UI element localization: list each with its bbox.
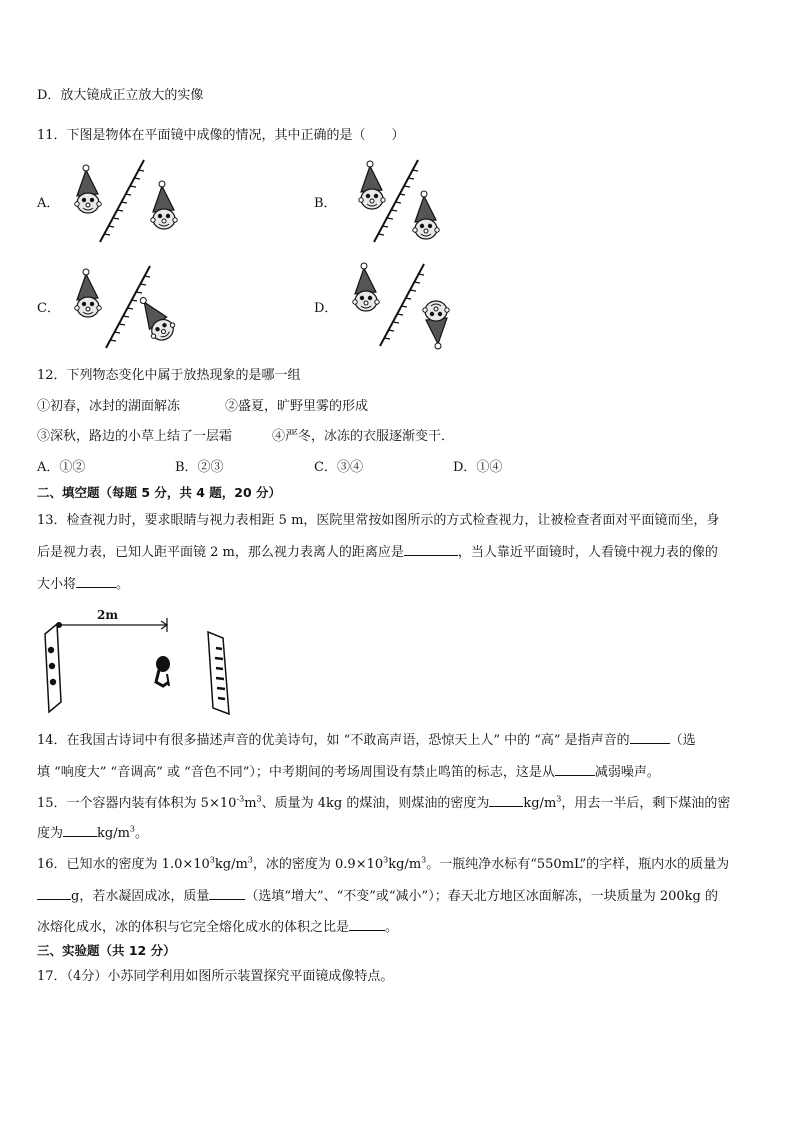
q16-line-3-b: 。 [385, 920, 399, 935]
q14-blank-characteristic[interactable] [630, 731, 670, 744]
q12-option-a[interactable]: A．①② [37, 460, 86, 475]
q16-sup-3: 3 [383, 855, 389, 865]
q15-line-1-d: kg/m [523, 796, 557, 811]
q13-line-2-a: 后是视力表，已知人距平面镜 2 m，那么视力表离人的距离应是 [37, 545, 404, 560]
q14-line-2-b: 减弱噪声。 [594, 765, 660, 780]
q11-option-d-figure[interactable] [348, 256, 468, 356]
q15-line-1-b: m [244, 796, 257, 811]
q16-line-1-e: 。一瓶纯净水标有“550mL”的字样，瓶内水的质量为 [426, 857, 730, 872]
q11-option-a-label[interactable]: A． [37, 196, 60, 211]
q13-blank-distance[interactable] [404, 543, 458, 556]
q12-stem: 12．下列物态变化中属于放热现象的是哪一组 [37, 368, 301, 383]
q10-option-d: D．放大镜成正立放大的实像 [37, 88, 204, 103]
q13-line-3-a: 大小将 [37, 577, 77, 592]
q12-item-3: ③深秋，路边的小草上结了一层霜 [37, 429, 233, 444]
q12-item-2: ②盛夏，旷野里雾的形成 [225, 399, 369, 414]
q16-blank-water-mass[interactable] [37, 887, 71, 900]
q15-line-2-c: 。 [135, 826, 149, 841]
q16-sup-2: 3 [247, 855, 253, 865]
q15-line-1-a: 15．一个容器内装有体积为 5×10 [37, 796, 237, 811]
q15-line-1 [37, 792, 730, 811]
q16-sup-4: 3 [421, 855, 427, 865]
q12-option-b[interactable]: B．②③ [175, 460, 224, 475]
q16-line-3 [37, 916, 398, 935]
section-2-heading: 二、填空题（每题 5 分，共 4 题，20 分） [37, 485, 282, 500]
q14-line-1-a: 14．在我国古诗词中有很多描述声音的优美诗句，如 “不敢高声语，恐惊天上人” 中的 “高” 是指声音的 [37, 733, 630, 748]
q12-item-1: ①初春，冰封的湖面解冻 [37, 399, 181, 414]
q11-option-c-label[interactable]: C． [37, 301, 60, 316]
q11-option-d-label[interactable]: D． [314, 301, 338, 316]
q15-blank-remaining-density[interactable] [63, 824, 97, 837]
section-3-heading: 三、实验题（共 12 分） [37, 943, 176, 958]
q15-sup-2: 3 [256, 794, 262, 804]
q14-line-2-a: 填 “响度大” “音调高” 或 “音色不同”）；中考期间的考场周围设有禁止鸣笛的标志，这是从 [37, 765, 555, 780]
q12-option-c[interactable]: C．③④ [314, 460, 363, 475]
q16-line-2-a: g，若水凝固成冰，质量 [71, 889, 210, 904]
q17-stem: 17．（4分）小苏同学利用如图所示装置探究平面镜成像特点。 [37, 969, 394, 984]
q13-line-1: 13．检查视力时，要求眼睛与视力表相距 5 m，医院里常按如图所示的方式检查视力，让被检查者面对平面镜而坐，身 [37, 513, 720, 528]
q13-figure-distance-label: 2m [97, 608, 119, 622]
q11-option-b-figure[interactable] [350, 156, 470, 252]
q15-line-2-b: kg/m [97, 826, 130, 841]
q16-line-1-d: kg/m [388, 857, 422, 872]
q16-sup-1: 3 [209, 855, 215, 865]
q13-blank-image-size[interactable] [76, 575, 116, 588]
q15-sup-1: -3 [236, 794, 245, 804]
q16-line-2 [37, 885, 718, 904]
q14-blank-noise-path[interactable] [555, 763, 595, 776]
q13-line-2 [37, 541, 718, 560]
q13-eye-chart-figure [205, 628, 235, 718]
q15-blank-density[interactable] [489, 794, 523, 807]
q16-line-1 [37, 853, 729, 872]
q13-line-3-b: 。 [116, 577, 130, 592]
q16-line-1-a: 16．已知水的密度为 1.0×10 [37, 857, 210, 872]
q15-line-1-e: ，用去一半后，剩下煤油的密 [561, 796, 731, 811]
q14-line-1 [37, 729, 696, 748]
q13-line-2-b: ，当人靠近平面镜时，人看镜中视力表的像的 [457, 545, 718, 560]
q15-sup-3: 3 [556, 794, 562, 804]
q14-line-2 [37, 761, 660, 780]
q16-line-3-a: 冰熔化成水，冰的体积与它完全熔化成水的体积之比是 [37, 920, 350, 935]
q11-option-c-figure[interactable] [66, 260, 196, 360]
q11-option-b-label[interactable]: B． [314, 196, 337, 211]
q16-line-1-c: ，冰的密度为 0.9×10 [252, 857, 384, 872]
q16-line-1-b: kg/m [214, 857, 248, 872]
q11-stem: 11．下图是物体在平面镜中成像的情况，其中正确的是（ ） [37, 128, 405, 143]
q13-line-3 [37, 573, 129, 592]
q14-line-1-b: （选 [669, 733, 696, 748]
q15-line-2-a: 度为 [37, 826, 64, 841]
q15-line-1-c: 、质量为 4kg 的煤油，则煤油的密度为 [261, 796, 490, 811]
q15-sup-4: 3 [129, 824, 136, 834]
q16-blank-volume-ratio[interactable] [349, 918, 385, 931]
q16-line-2-b: （选填“增大”、“不变”或“减小”）；春天北方地区冰面解冻，一块质量为 200kg 的 [245, 889, 718, 904]
q12-item-4: ④严冬，冰冻的衣服逐渐变干． [272, 429, 455, 444]
q15-line-2 [37, 822, 148, 841]
q12-option-d[interactable]: D．①④ [453, 460, 503, 475]
q16-blank-mass-change[interactable] [209, 887, 245, 900]
q11-option-a-figure[interactable] [66, 158, 196, 248]
